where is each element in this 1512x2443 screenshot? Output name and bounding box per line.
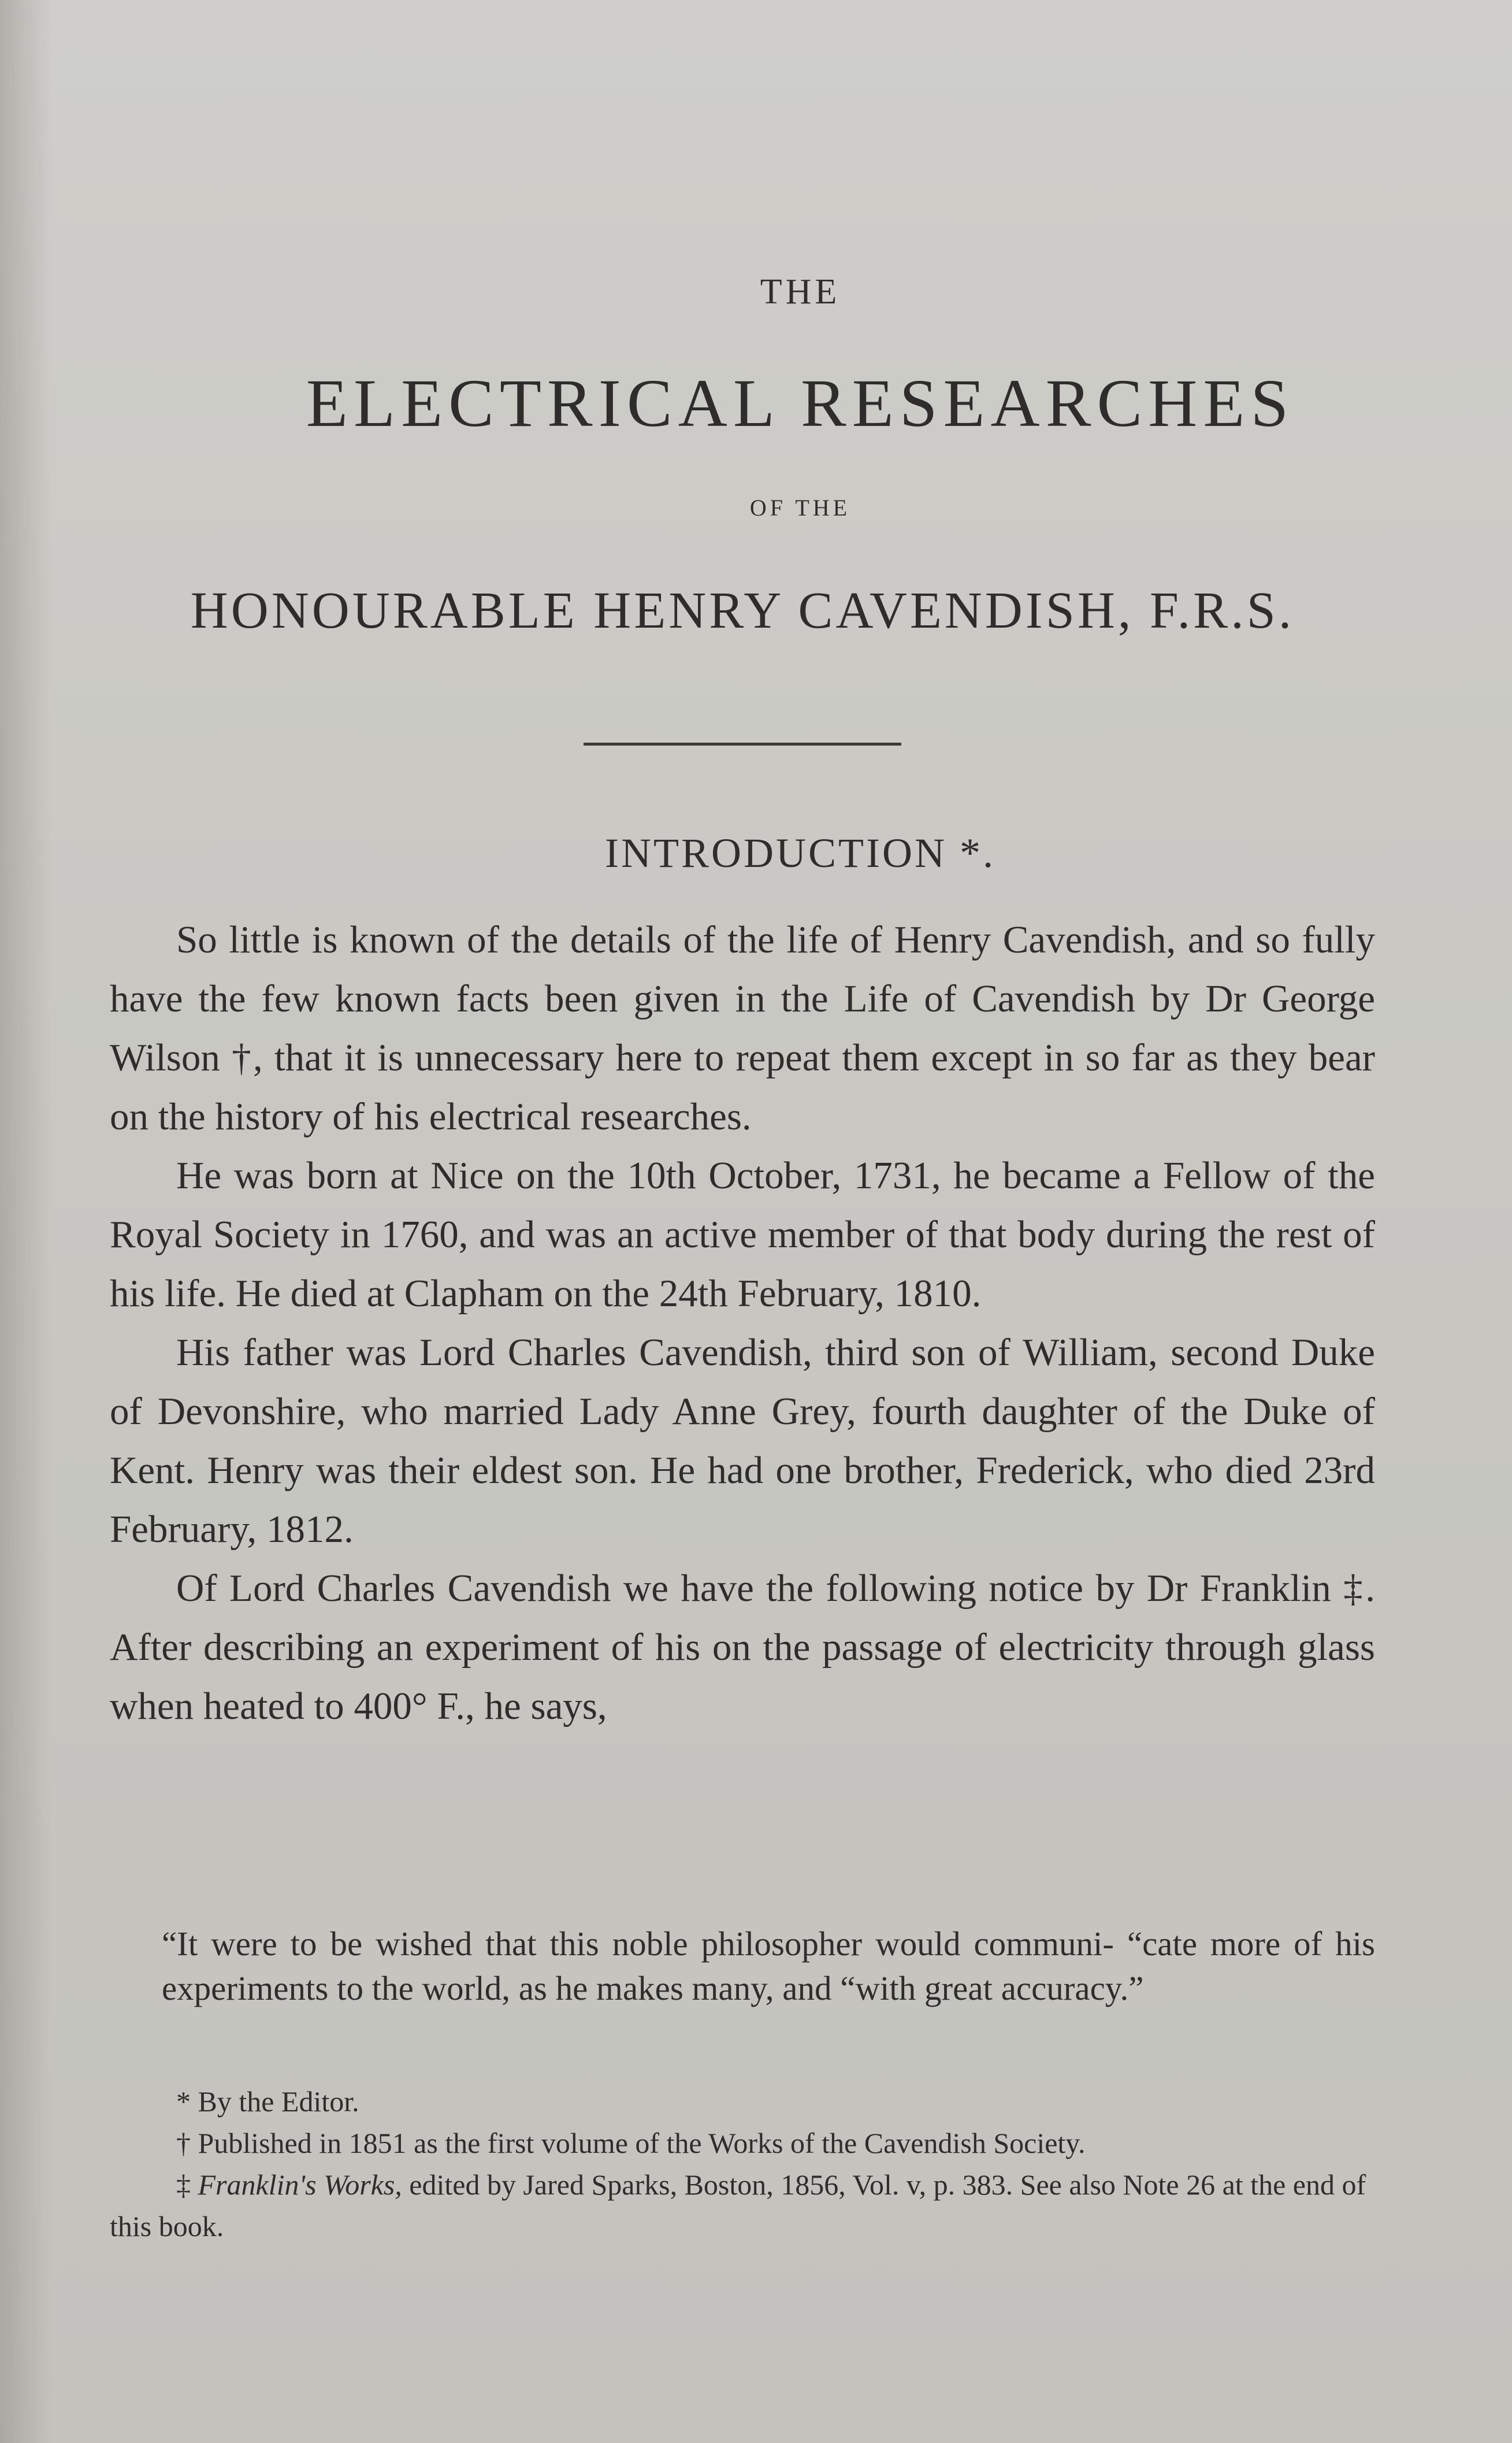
footnote-dagger: † Published in 1851 as the first volume of the Works of the Cavendish Society. [176, 2127, 1086, 2159]
footnote-citation: edited by Jared Sparks, Boston, 1856, Vol. v, p. 383. See also Note 26 at the end of this book. [110, 2168, 1366, 2242]
paragraph-4: Of Lord Charles Cavendish we have the following notice by Dr Franklin ‡. After describing an experiment of his on the passage of electricity through glass when heated to 400° F., he says, [110, 1567, 1375, 1727]
title-divider [584, 743, 901, 746]
paragraph-1: So little is known of the details of the life of Henry Cavendish, and so fully have the few known facts been given in the Life of Cavendish by Dr George Wilson †, that it is unnecessary here to repeat them except in so far as they bear on the history of his electrical researches. [110, 918, 1375, 1138]
footnotes [110, 2081, 1375, 2247]
title-prefix: THE [760, 272, 841, 312]
title-connector: OF THE [749, 495, 851, 521]
footnote-work-title: Franklin's Works, [198, 2168, 402, 2201]
body-text [110, 910, 1375, 1736]
footnote-mark: ‡ [176, 2168, 191, 2201]
book-title: ELECTRICAL RESEARCHES [306, 365, 1295, 441]
author-line: HONOURABLE HENRY CAVENDISH, F.R.S. [190, 582, 1295, 639]
section-heading: INTRODUCTION *. [605, 830, 995, 876]
footnote-star: * By the Editor. [176, 2085, 359, 2118]
paragraph-2: He was born at Nice on the 10th October, 1731, he became a Fellow of the Royal Society in 1760, and was an active member of that body during the rest of his life. He died at Clapham on the 24th February, 1810. [110, 1154, 1375, 1315]
block-quote: “It were to be wished that this noble philosopher would communi- “cate more of his experiments to the world, as he makes many, and “with great accuracy.” [162, 1925, 1375, 2007]
footnote-double-dagger [110, 2164, 1375, 2247]
paragraph-3: His father was Lord Charles Cavendish, third son of William, second Duke of Devonshire, who married Lady Anne Grey, fourth daughter of the Duke of Kent. Henry was their eldest son. He had one brother, Frederick, who died 23rd February, 1812. [110, 1331, 1375, 1551]
